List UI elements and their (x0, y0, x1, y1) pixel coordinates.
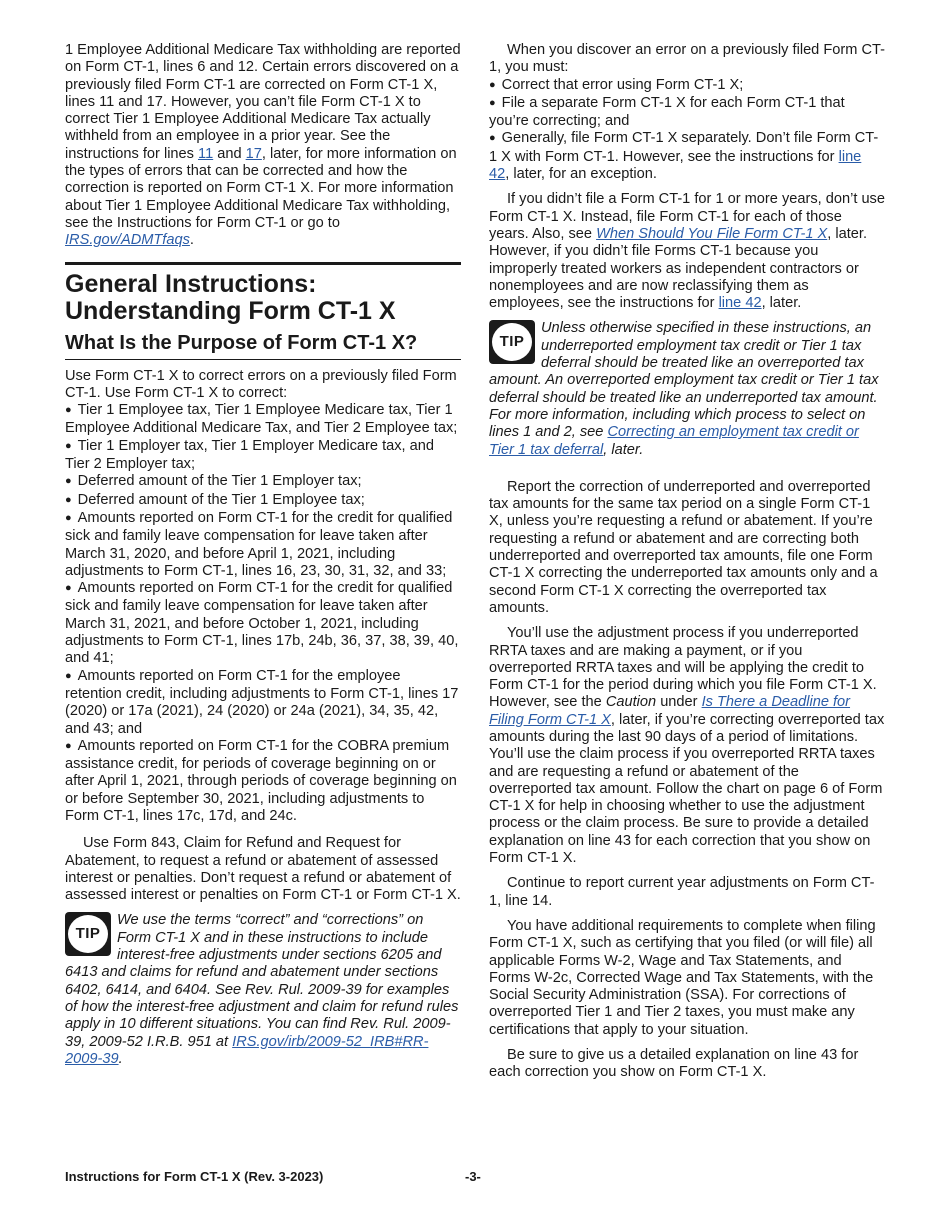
list-item: ● Tier 1 Employer tax, Tier 1 Employer Medicare tax, and Tier 2 Employer tax; (65, 437, 434, 473)
discover-intro: When you discover an error on a previously filed Form CT-1, you must: (489, 42, 885, 76)
report-correction-paragraph: Report the correction of underreported and overreported tax amounts for the same tax period on a single Form CT-1 X, unless you’re requesting a refund or abatement. If you’re requesting a refund or abatement and are correcting both underreported and overreported tax amounts, file one Form CT-1 X correcting the underreported tax amounts only and a second Form CT-1 X correcting the overreported tax amounts. (489, 478, 878, 616)
bullet-icon: ● (65, 439, 72, 452)
purpose-intro: Use Form CT-1 X to correct errors on a previously filed Form CT-1. Use Form CT-1 X to correct: (65, 367, 457, 401)
line-11-link[interactable]: 11 (198, 145, 214, 162)
list-item: ● Amounts reported on Form CT-1 for the COBRA premium assistance credit, for periods of coverage beginning on or after April 1, 2021, through periods of coverage beginning on or before September 30, 2021, including adjustments to Form CT-1, lines 17c, 17d, and 24c. (65, 737, 457, 824)
tip-box-credit: TIP Unless otherwise specified in these instructions, an underreported employment tax credit or Tier 1 tax deferral should be treated like an overreported tax amount. An overreported employment tax credit or Tier 1 tax deferral should be treated like an underreported tax amount. For more information, including which process to select on lines 1 and 2, see Correcting an employment tax credit or Tier 1 tax deferral, later. (489, 320, 879, 458)
form-843-paragraph: Use Form 843, Claim for Refund and Request for Abatement, to request a refund or abatement of assessed interest or penalties. Don’t request a refund or abatement of assessed interest or penalties on Form CT-1 or Form CT-1 X. (65, 835, 461, 904)
general-instructions-heading: General Instructions: Understanding Form CT-1 X (65, 269, 396, 325)
intro-paragraph: 1 Employee Additional Medicare Tax withholding are reported on Form CT-1, lines 6 and 12. Certain errors discovered on a previously filed Form CT-1 are corrected on Form CT-1 X, lines 11 and 17. However, you can’t file Form CT-1 X to correct Tier 1 Employee Additional Medicare Tax actually withheld from an employee in a prior year. See the instructions for lines 11 and 17, later, for more information on the types of errors that can be corrected and how the correction is reported on Form CT-1 X. For more information about Tier 1 Employee Additional Medicare Tax withholding, see the Instructions for Form CT-1 or go to IRS.gov/ADMTfaqs. (65, 42, 461, 249)
list-item: ● Deferred amount of the Tier 1 Employer tax; (65, 473, 362, 490)
purpose-heading: What Is the Purpose of Form CT-1 X? (65, 331, 461, 360)
bullet-icon: ● (65, 669, 72, 682)
line-42-link[interactable]: line 42 (489, 148, 862, 183)
line-17-link[interactable]: 17 (245, 145, 262, 162)
adjustment-process-paragraph: You’ll use the adjustment process if you underreported RRTA taxes and are making a payment, or if you overreported RRTA taxes and will be applying the credit to Form CT-1 for the period during which you file Form CT-1 X. However, see the Caution under Is There a Deadline for Filing Form CT-1 X, later, if you’re correcting overreported tax amounts during the last 90 days of a period of limitations. You’ll use the claim process if you overreported RRTA taxes and are requesting a refund or abatement of the overreported tax amount. Follow the chart on page 6 of Form CT-1 X for help in choosing whether to use the adjustment process or the claim process. Be sure to provide a detailed explanation on line 43 for each correction that you show on Form CT-1 X. (489, 625, 885, 867)
page-number: -3- (465, 1169, 481, 1184)
bullet-icon: ● (65, 404, 72, 417)
bullet-icon: ● (489, 78, 496, 91)
purpose-bullet-list (65, 402, 461, 825)
continue-paragraph: Continue to report current year adjustments on Form CT-1, line 14. (489, 875, 875, 909)
page-footer (65, 1169, 885, 1184)
left-column (65, 42, 461, 1076)
tip-icon: TIP (489, 320, 535, 364)
admtfaqs-link[interactable]: IRS.gov/ADMTfaqs (65, 232, 190, 249)
footer-title: Instructions for Form CT-1 X (Rev. 3-2023) (65, 1169, 324, 1184)
list-item: ● File a separate Form CT-1 X for each Form CT-1 that you’re correcting; and (489, 94, 845, 130)
bullet-icon: ● (65, 582, 72, 595)
list-item: ● Amounts reported on Form CT-1 for the credit for qualified sick and family leave compensation for leave taken after March 31, 2020, and before April 1, 2021, including adjustments to Form CT-1, lines 16, 23, 30, 31, 32, and 33; (65, 509, 453, 579)
didnt-file-paragraph: If you didn’t file a Form CT-1 for 1 or more years, don’t use Form CT-1 X. Instead, file Form CT-1 for each of those years. Also, see When Should You File Form CT-1 X, later. However, if you didn’t file Forms CT-1 because you improperly treated workers as independent contractors or nonemployees and are now reclassifying them as employees, see the instructions for line 42, later. (489, 191, 885, 312)
additional-requirements-paragraph: You have additional requirements to complete when filing Form CT-1 X, such as certifying that you filed (or will file) all applicable Forms W-2, Wage and Tax Statements, and Forms W-2c, Corrected Wage and Tax Statements, with the Social Security Administration (SSA). For corrections of overreported Tier 1 and Tier 2 taxes, you must make any certifications that apply to your situation. (489, 917, 876, 1038)
bullet-icon: ● (65, 511, 72, 524)
deadline-link[interactable]: Is There a Deadline for Filing Form CT-1 X (489, 694, 851, 728)
rev-rul-link[interactable]: IRS.gov/irb/2009-52_IRB#RR-2009-39 (65, 1033, 429, 1067)
when-should-you-file-link[interactable]: When Should You File Form CT-1 X (596, 225, 828, 242)
list-item: ● Correct that error using Form CT-1 X; (489, 76, 744, 93)
list-item: ● Deferred amount of the Tier 1 Employee tax; (65, 491, 365, 508)
section-divider (65, 262, 461, 265)
list-item: ● Amounts reported on Form CT-1 for the employee retention credit, including adjustments to Form CT-1, lines 17 (2020) or 17a (2021), 24 (2020) or 24a (2021), 34, 35, 42, and 43; and (65, 667, 459, 737)
bullet-icon: ● (489, 96, 496, 109)
be-sure-paragraph: Be sure to give us a detailed explanation on line 43 for each correction you show on Form CT-1 X. (489, 1047, 859, 1081)
tip-icon: TIP (65, 912, 111, 956)
list-item: ● Tier 1 Employee tax, Tier 1 Employee Medicare tax, Tier 1 Employee Additional Medicare Tax, and Tier 2 Employee tax; (65, 402, 458, 437)
bullet-icon: ● (65, 493, 72, 506)
bullet-icon: ● (65, 739, 72, 752)
bullet-icon: ● (65, 475, 72, 488)
right-column (489, 42, 885, 1090)
tip-box-corrections: TIP We use the terms “correct” and “corrections” on Form CT-1 X and in these instructions to include interest-free adjustments under sections 6205 and 6413 and claims for refund and abatement under sections 6402, 6414, and 6404. See Rev. Rul. 2009-39 for examples of how the interest-free adjustment and claim for refund rules apply in 10 different situations. You can find Rev. Rul. 2009-39, 2009-52 I.R.B. 951 at IRS.gov/irb/2009-52_IRB#RR-2009-39. (65, 912, 459, 1067)
correcting-credit-link[interactable]: Correcting an employment tax credit or Tier 1 tax deferral (489, 424, 859, 458)
list-item: ● Amounts reported on Form CT-1 for the credit for qualified sick and family leave compensation for leave taken after March 31, 2021, and before October 1, 2021, including adjustments to Form CT-1, lines 17b, 24b, 36, 37, 38, 39, 40, and 41; (65, 580, 459, 667)
bullet-icon: ● (489, 132, 496, 145)
line-42-link-2[interactable]: line 42 (718, 295, 762, 312)
list-item: ● Generally, file Form CT-1 X separately. Don’t file Form CT-1 X with Form CT-1. However, see the instructions for line 42, later, for an exception. (489, 130, 879, 183)
